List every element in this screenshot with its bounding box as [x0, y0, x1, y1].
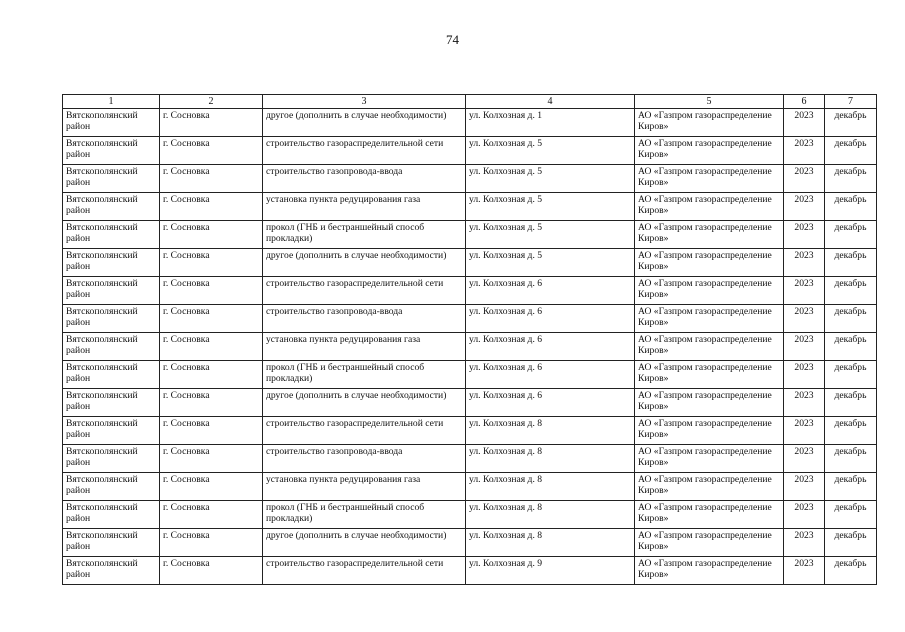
cell-work-type: другое (дополнить в случае необходимости)	[263, 249, 466, 277]
cell-district: Вятскополянский район	[63, 165, 160, 193]
cell-address: ул. Колхозная д. 8	[466, 445, 635, 473]
cell-address: ул. Колхозная д. 9	[466, 557, 635, 585]
cell-settlement: г. Сосновка	[160, 109, 263, 137]
cell-district: Вятскополянский район	[63, 389, 160, 417]
cell-year: 2023	[784, 445, 825, 473]
cell-settlement: г. Сосновка	[160, 249, 263, 277]
cell-month: декабрь	[825, 193, 877, 221]
cell-organization: АО «Газпром газораспределение Киров»	[635, 221, 784, 249]
cell-year: 2023	[784, 165, 825, 193]
cell-address: ул. Колхозная д. 8	[466, 473, 635, 501]
cell-settlement: г. Сосновка	[160, 389, 263, 417]
cell-work-type: другое (дополнить в случае необходимости)	[263, 529, 466, 557]
cell-year: 2023	[784, 501, 825, 529]
cell-district: Вятскополянский район	[63, 473, 160, 501]
cell-work-type: строительство газораспределительной сети	[263, 277, 466, 305]
cell-month: декабрь	[825, 249, 877, 277]
cell-settlement: г. Сосновка	[160, 473, 263, 501]
column-header-1: 1	[63, 95, 160, 109]
table-row	[63, 249, 877, 277]
cell-work-type: строительство газораспределительной сети	[263, 557, 466, 585]
cell-address: ул. Колхозная д. 6	[466, 305, 635, 333]
cell-address: ул. Колхозная д. 8	[466, 417, 635, 445]
header-row	[63, 95, 877, 109]
cell-district: Вятскополянский район	[63, 221, 160, 249]
cell-district: Вятскополянский район	[63, 305, 160, 333]
cell-work-type: строительство газопровода-ввода	[263, 445, 466, 473]
cell-district: Вятскополянский район	[63, 249, 160, 277]
cell-month: декабрь	[825, 417, 877, 445]
cell-organization: АО «Газпром газораспределение Киров»	[635, 109, 784, 137]
works-table	[62, 94, 877, 585]
cell-district: Вятскополянский район	[63, 333, 160, 361]
cell-year: 2023	[784, 137, 825, 165]
table-row	[63, 305, 877, 333]
cell-organization: АО «Газпром газораспределение Киров»	[635, 249, 784, 277]
cell-settlement: г. Сосновка	[160, 221, 263, 249]
column-header-4: 4	[466, 95, 635, 109]
cell-settlement: г. Сосновка	[160, 305, 263, 333]
cell-year: 2023	[784, 277, 825, 305]
cell-district: Вятскополянский район	[63, 445, 160, 473]
cell-month: декабрь	[825, 361, 877, 389]
table-row	[63, 557, 877, 585]
cell-district: Вятскополянский район	[63, 193, 160, 221]
cell-year: 2023	[784, 417, 825, 445]
cell-work-type: строительство газопровода-ввода	[263, 165, 466, 193]
cell-year: 2023	[784, 109, 825, 137]
column-header-3: 3	[263, 95, 466, 109]
cell-district: Вятскополянский район	[63, 501, 160, 529]
cell-month: декабрь	[825, 473, 877, 501]
table-row	[63, 389, 877, 417]
cell-month: декабрь	[825, 165, 877, 193]
cell-work-type: строительство газораспределительной сети	[263, 417, 466, 445]
table-row	[63, 473, 877, 501]
table-row	[63, 221, 877, 249]
cell-address: ул. Колхозная д. 8	[466, 501, 635, 529]
cell-work-type: строительство газораспределительной сети	[263, 137, 466, 165]
cell-organization: АО «Газпром газораспределение Киров»	[635, 389, 784, 417]
cell-work-type: другое (дополнить в случае необходимости)	[263, 389, 466, 417]
cell-work-type: прокол (ГНБ и бестраншейный способ прокладки)	[263, 361, 466, 389]
cell-organization: АО «Газпром газораспределение Киров»	[635, 137, 784, 165]
cell-work-type: прокол (ГНБ и бестраншейный способ прокладки)	[263, 501, 466, 529]
table-row	[63, 193, 877, 221]
cell-organization: АО «Газпром газораспределение Киров»	[635, 333, 784, 361]
cell-address: ул. Колхозная д. 8	[466, 529, 635, 557]
table-row	[63, 277, 877, 305]
cell-organization: АО «Газпром газораспределение Киров»	[635, 417, 784, 445]
table-row	[63, 109, 877, 137]
cell-organization: АО «Газпром газораспределение Киров»	[635, 193, 784, 221]
cell-district: Вятскополянский район	[63, 137, 160, 165]
cell-work-type: установка пункта редуцирования газа	[263, 193, 466, 221]
cell-month: декабрь	[825, 221, 877, 249]
cell-address: ул. Колхозная д. 5	[466, 165, 635, 193]
table-row	[63, 361, 877, 389]
cell-month: декабрь	[825, 529, 877, 557]
cell-address: ул. Колхозная д. 5	[466, 221, 635, 249]
cell-address: ул. Колхозная д. 6	[466, 333, 635, 361]
page-number: 74	[446, 32, 459, 47]
cell-settlement: г. Сосновка	[160, 137, 263, 165]
cell-month: декабрь	[825, 333, 877, 361]
cell-organization: АО «Газпром газораспределение Киров»	[635, 305, 784, 333]
cell-settlement: г. Сосновка	[160, 501, 263, 529]
cell-address: ул. Колхозная д. 6	[466, 277, 635, 305]
cell-year: 2023	[784, 221, 825, 249]
table-body	[63, 109, 877, 585]
cell-year: 2023	[784, 473, 825, 501]
cell-organization: АО «Газпром газораспределение Киров»	[635, 165, 784, 193]
cell-month: декабрь	[825, 557, 877, 585]
table-row	[63, 165, 877, 193]
cell-settlement: г. Сосновка	[160, 445, 263, 473]
table-row	[63, 529, 877, 557]
cell-work-type: другое (дополнить в случае необходимости)	[263, 109, 466, 137]
column-header-6: 6	[784, 95, 825, 109]
cell-work-type: установка пункта редуцирования газа	[263, 333, 466, 361]
cell-district: Вятскополянский район	[63, 277, 160, 305]
cell-month: декабрь	[825, 501, 877, 529]
cell-address: ул. Колхозная д. 6	[466, 389, 635, 417]
cell-address: ул. Колхозная д. 5	[466, 193, 635, 221]
cell-year: 2023	[784, 193, 825, 221]
cell-year: 2023	[784, 333, 825, 361]
cell-settlement: г. Сосновка	[160, 333, 263, 361]
cell-district: Вятскополянский район	[63, 557, 160, 585]
table-row	[63, 501, 877, 529]
cell-month: декабрь	[825, 137, 877, 165]
cell-organization: АО «Газпром газораспределение Киров»	[635, 501, 784, 529]
cell-district: Вятскополянский район	[63, 109, 160, 137]
cell-organization: АО «Газпром газораспределение Киров»	[635, 445, 784, 473]
cell-settlement: г. Сосновка	[160, 165, 263, 193]
cell-district: Вятскополянский район	[63, 361, 160, 389]
cell-settlement: г. Сосновка	[160, 361, 263, 389]
cell-month: декабрь	[825, 445, 877, 473]
cell-year: 2023	[784, 557, 825, 585]
table-row	[63, 333, 877, 361]
table-row	[63, 417, 877, 445]
cell-settlement: г. Сосновка	[160, 529, 263, 557]
cell-month: декабрь	[825, 277, 877, 305]
cell-year: 2023	[784, 249, 825, 277]
cell-month: декабрь	[825, 389, 877, 417]
cell-year: 2023	[784, 529, 825, 557]
cell-work-type: строительство газопровода-ввода	[263, 305, 466, 333]
cell-address: ул. Колхозная д. 1	[466, 109, 635, 137]
column-header-2: 2	[160, 95, 263, 109]
cell-year: 2023	[784, 361, 825, 389]
table-row	[63, 445, 877, 473]
cell-settlement: г. Сосновка	[160, 417, 263, 445]
column-header-5: 5	[635, 95, 784, 109]
cell-district: Вятскополянский район	[63, 417, 160, 445]
cell-organization: АО «Газпром газораспределение Киров»	[635, 529, 784, 557]
cell-address: ул. Колхозная д. 6	[466, 361, 635, 389]
cell-address: ул. Колхозная д. 5	[466, 137, 635, 165]
cell-organization: АО «Газпром газораспределение Киров»	[635, 361, 784, 389]
table-row	[63, 137, 877, 165]
cell-month: декабрь	[825, 305, 877, 333]
cell-organization: АО «Газпром газораспределение Киров»	[635, 277, 784, 305]
cell-month: декабрь	[825, 109, 877, 137]
cell-year: 2023	[784, 389, 825, 417]
cell-work-type: установка пункта редуцирования газа	[263, 473, 466, 501]
cell-organization: АО «Газпром газораспределение Киров»	[635, 557, 784, 585]
cell-settlement: г. Сосновка	[160, 277, 263, 305]
cell-year: 2023	[784, 305, 825, 333]
cell-district: Вятскополянский район	[63, 529, 160, 557]
cell-settlement: г. Сосновка	[160, 557, 263, 585]
table-header	[63, 95, 877, 109]
cell-address: ул. Колхозная д. 5	[466, 249, 635, 277]
cell-settlement: г. Сосновка	[160, 193, 263, 221]
column-header-7: 7	[825, 95, 877, 109]
cell-work-type: прокол (ГНБ и бестраншейный способ прокладки)	[263, 221, 466, 249]
cell-organization: АО «Газпром газораспределение Киров»	[635, 473, 784, 501]
